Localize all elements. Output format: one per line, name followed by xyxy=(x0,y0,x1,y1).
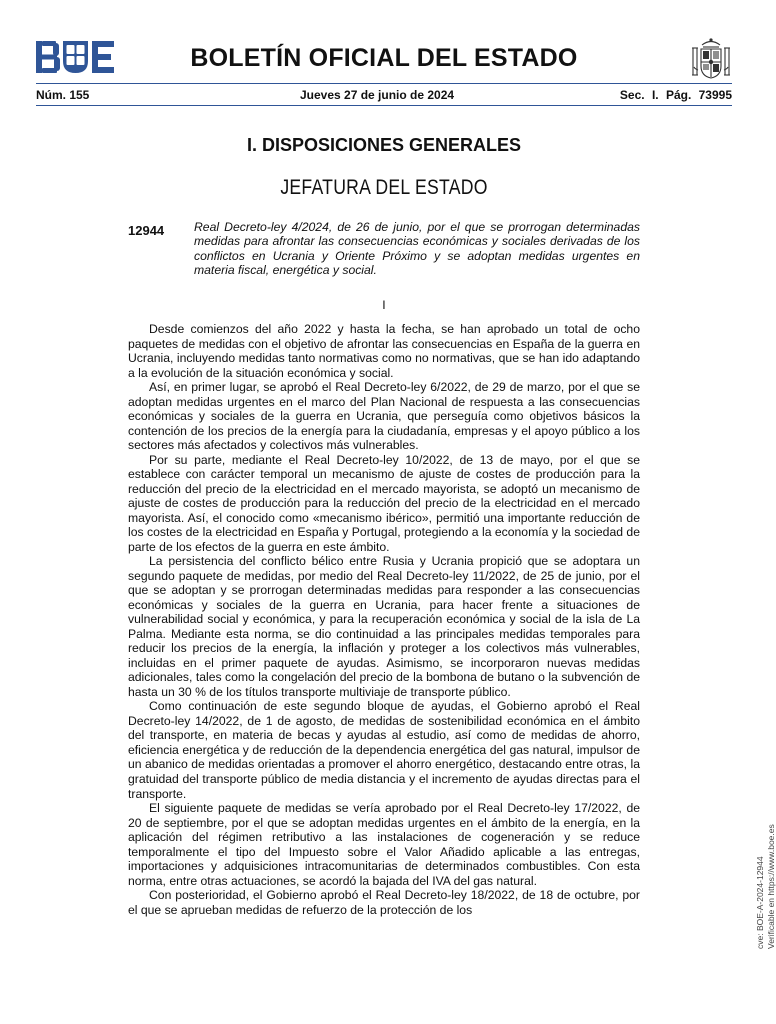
boe-logo xyxy=(36,41,116,73)
paragraph: La persistencia del conflicto bélico entre Rusia y Ucrania propició que se adoptara un segundo paquete de medidas, por medio del Real Decreto-ley 11/2022, de 25 de junio, por el que se adoptan y se prorrogan determinadas medidas para responder a las consecuencias económicas y sociales de la guerra en Ucrania, para hacer frente a situaciones de vulnerabilidad social y económica, y para la recuperación económica y social de la isla de La Palma. Mediante esta norma, se dio continuidad a las principales medidas temporales para reducir los precios de la energía, la inflación y proteger a los colectivos más vulnerables, incluidas en el primer paquete de ayudas. Asimismo, se incorporaron nuevas medidas adicionales, tales como la congelación del precio de la bombona de butano o la subvención de hasta un 30 % de los títulos transporte multiviaje de transporte público. xyxy=(128,554,640,699)
paragraph: El siguiente paquete de medidas se vería aprobado por el Real Decreto-ley 17/2022, de 20 de septiembre, por el que se adoptan medidas urgentes en el ámbito de la energía, en la aplicación del régimen retributivo a las instalaciones de cogeneración y se reduce temporalmente el tipo del Impuesto sobre el Valor Añadido aplicable a las entregas, importaciones y adquisiciones intracomunitarias de determinados combustibles. Con esta norma, entre otras actuaciones, se acordó la bajada del IVA del gas natural. xyxy=(128,801,640,888)
organization-title: JEFATURA DEL ESTADO xyxy=(280,176,488,199)
header-rule-top xyxy=(36,83,732,84)
decree-number: 12944 xyxy=(128,223,165,238)
issue-number: Núm. 155 xyxy=(36,88,90,102)
section-page: Sec. I. Pág. 73995 xyxy=(619,88,732,102)
paragraph: Con posterioridad, el Gobierno aprobó el Real Decreto-ley 18/2022, de 18 de octubre, por el que se aprueban medidas de refuerzo de la protección de los xyxy=(128,888,640,917)
paragraph: Como continuación de este segundo bloque de ayudas, el Gobierno aprobó el Real Decreto-ley 14/2022, de 1 de agosto, de medidas de sostenibilidad económica en el ámbito del transporte, en materia de becas y ayudas al estudio, así como de medidas de ahorro, eficiencia energética y de reducción de la dependencia energética del gas natural, impulsor de un abanico de medidas orientadas a promover el ahorro energético, destacando entre otras, la gratuidad del transporte público de media distancia y el incremento de ayudas directas para el transporte. xyxy=(128,699,640,801)
issue-date: Jueves 27 de junio de 2024 xyxy=(300,88,455,102)
coat-of-arms-icon xyxy=(690,36,732,80)
body-text xyxy=(128,322,640,917)
header-rule-bottom xyxy=(36,105,732,106)
paragraph: Desde comienzos del año 2022 y hasta la fecha, se han aprobado un total de ocho paquetes de medidas con el objetivo de afrontar las consecuencias en España de la guerra en Ucrania, incluyendo medidas tanto normativas como no normativas, que se han ido adaptando a la evolución de la situación económica y social. xyxy=(128,322,640,380)
gazette-title: BOLETÍN OFICIAL DEL ESTADO xyxy=(190,44,578,72)
cve-code: cve: BOE-A-2024-12944 xyxy=(755,856,765,949)
chapter-numeral: I xyxy=(382,298,386,312)
paragraph: Por su parte, mediante el Real Decreto-ley 10/2022, de 13 de mayo, por el que se establece con carácter temporal un mecanismo de ajuste de costes de producción para la reducción del precio de la electricidad en el mercado mayorista, se adoptó un mecanismo de ajuste de costes de producción para la reducción del precio de la electricidad en el mercado mayorista. Así, el conocido como «mecanismo ibérico», permitió una importante reducción de los costes de la electricidad en España y Portugal, protegiendo a la economía y la sociedad de parte de los efectos de la guerra en este ámbito. xyxy=(128,452,640,554)
decree-title: Real Decreto-ley 4/2024, de 26 de junio, por el que se prorrogan determinadas medidas para afrontar las consecuencias económicas y sociales derivadas de los conflictos en Ucrania y Oriente Próximo y se adoptan medidas urgentes en materia fiscal, energética y social. xyxy=(194,220,640,278)
verification-note xyxy=(755,824,776,949)
verification-link[interactable]: Verificable en https://www.boe.es xyxy=(765,824,776,949)
paragraph: Así, en primer lugar, se aprobó el Real Decreto-ley 6/2022, de 29 de marzo, por el que se adoptan medidas urgentes en el marco del Plan Nacional de respuesta a las consecuencias económicas y sociales de la guerra en Ucrania, que perseguía como objetivos básicos la contención de los precios de la energía para la ciudadanía, empresas y el apoyo público a los sectores más afectados y colectivos más vulnerables. xyxy=(128,380,640,453)
section-title: I. DISPOSICIONES GENERALES xyxy=(246,135,522,155)
